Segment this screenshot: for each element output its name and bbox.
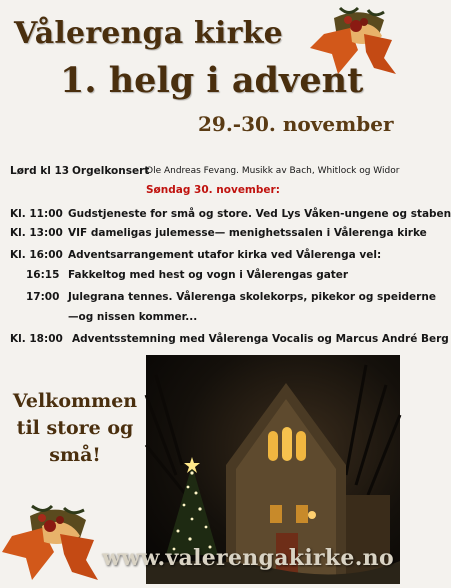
welcome-line: små! — [49, 444, 101, 466]
event-text: —og nissen kommer... — [68, 311, 198, 323]
saturday-time: Lørd kl 13 — [10, 165, 70, 177]
advent-ornament-bottom-icon — [2, 500, 102, 584]
event-text: Adventsstemning med Vålerenga Vocalis og Marcus André Berg — [72, 333, 449, 345]
event-time: Kl. 13:00 — [10, 227, 63, 239]
advent-heading: 1. helg i advent — [60, 60, 364, 101]
event-time: 16:15 — [26, 269, 60, 281]
welcome-message — [8, 388, 142, 469]
event-text: Julegrana tennes. Vålerenga skolekorps, pikekor og speiderne — [68, 291, 436, 303]
saturday-title: Orgelkonsert — [72, 165, 150, 177]
church-name-heading: Vålerenga kirke — [14, 16, 283, 51]
event-text: Fakkeltog med hest og vogn i Vålerengas gater — [68, 269, 349, 281]
event-dates: 29.-30. november — [198, 112, 394, 136]
event-text: Gudstjeneste for små og store. Ved Lys Våken-ungene og staben — [68, 208, 451, 220]
event-text: VIF dameligas julemesse— menighetssalen i Vålerenga kirke — [68, 227, 427, 239]
event-time: 17:00 — [26, 291, 60, 303]
saturday-details: Ole Andreas Fevang. Musikk av Bach, Whitlock og Widor — [146, 166, 400, 176]
website-url-link[interactable]: www.valerengakirke.no — [102, 545, 394, 571]
event-text: Adventsarrangement utafor kirka ved Vålerenga vel: — [68, 249, 382, 261]
welcome-line: til store og — [16, 417, 134, 439]
sunday-heading: Søndag 30. november: — [146, 184, 280, 196]
event-time: Kl. 16:00 — [10, 249, 63, 261]
event-time: Kl. 18:00 — [10, 333, 63, 345]
welcome-line: Velkommen — [12, 390, 138, 412]
event-time: Kl. 11:00 — [10, 208, 63, 220]
